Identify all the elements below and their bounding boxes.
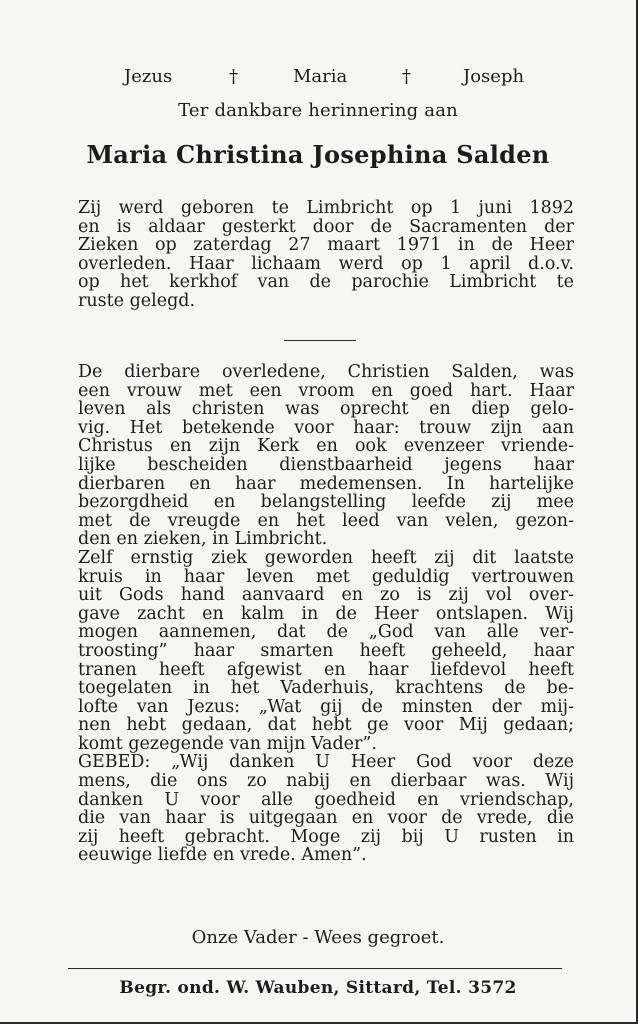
printer-credit: Begr. ond. W. Wauben, Sittard, Tel. 3572 <box>119 978 517 998</box>
text-line: Zieken op zaterdag 27 maart 1971 in de Heer <box>78 235 574 256</box>
text-line: lijke bescheiden dienstbaarheid jegens haar <box>78 454 574 475</box>
text-line: zij heeft gebracht. Moge zij bij U rusten in <box>78 826 574 847</box>
cross-icon: † <box>402 66 411 87</box>
text-line: kruis in haar leven met geduldig vertrouwen <box>78 566 574 587</box>
text-line: mens, die ons zo nabij en dierbaar was. Wij <box>78 771 574 792</box>
text-line: overleden. Haar lichaam werd op 1 april d.o.v. <box>78 253 574 274</box>
text-line: vig. Het betekende voor haar: trouw zijn aan <box>78 417 574 438</box>
text-line: lofte van Jezus: „Wat gij de minsten der mij- <box>78 696 574 717</box>
text-line: Zelf ernstig ziek geworden heeft zij dit laatste <box>78 547 574 568</box>
text-line: danken U voor alle goedheid en vriendschap, <box>78 789 574 810</box>
text-line: die van haar is uitgegaan en voor de vrede, die <box>78 808 574 829</box>
text-line: den en zieken, in Limbricht. <box>78 529 328 550</box>
text-line: leven als christen was oprecht en diep gelo- <box>78 399 574 420</box>
deceased-name: Maria Christina Josephina Salden <box>86 140 550 169</box>
section-divider <box>284 340 356 341</box>
text-line: Christus en zijn Kerk en ook evenzeer vriende- <box>78 436 574 457</box>
text-line: dierbaren en haar medemensen. In hartelijke <box>78 473 574 494</box>
name-jezus: Jezus <box>124 66 173 87</box>
text-line: Zij werd geboren te Limbricht op 1 juni 1892 <box>78 198 574 218</box>
text-line: De dierbare overledene, Christien Salden, was <box>78 362 574 382</box>
closing-prayers: Onze Vader - Wees gegroet. <box>191 927 445 948</box>
text-line: toegelaten in het Vaderhuis, krachtens de be- <box>78 678 574 699</box>
text-line: een vrouw met een vroom en goed hart. Haar <box>78 380 574 401</box>
text-line: op het kerkhof van de parochie Limbricht te <box>78 272 574 293</box>
cross-icon: † <box>229 66 238 87</box>
tribute-paragraph <box>78 363 574 865</box>
memorial-subtitle: Ter dankbare herinnering aan <box>178 100 458 121</box>
text-line: eeuwige liefde en vrede. Amen”. <box>78 845 367 866</box>
name-maria: Maria <box>293 66 348 87</box>
text-line: ruste gelegd. <box>78 290 196 311</box>
footer-divider <box>68 968 562 969</box>
text-line: komt gezegende van mijn Vader”. <box>78 733 377 754</box>
text-line: en is aldaar gesterkt door de Sacramenten der <box>78 216 574 237</box>
text-line: met de vreugde en het leed van velen, gezon- <box>78 510 574 531</box>
name-joseph: Joseph <box>463 66 525 87</box>
text-line: tranen heeft afgewist en haar liefdevol heeft <box>78 659 574 680</box>
text-line: nen hebt gedaan, dat hebt ge voor Mij gedaan; <box>78 715 574 736</box>
text-line: mogen aannemen, dat de „God van alle ver- <box>78 622 574 643</box>
text-line: gave zacht en kalm in de Heer ontslapen. Wij <box>78 603 574 624</box>
holy-names-line <box>0 66 636 92</box>
text-line: troosting” haar smarten heeft geheeld, haar <box>78 640 574 661</box>
text-line: uit Gods hand aanvaard en zo is zij vol over- <box>78 585 574 606</box>
text-line: bezorgdheid en belangstelling leefde zij mee <box>78 492 574 513</box>
text-line: GEBED: „Wij danken U Heer God voor deze <box>78 752 574 773</box>
biography-paragraph <box>78 199 574 311</box>
